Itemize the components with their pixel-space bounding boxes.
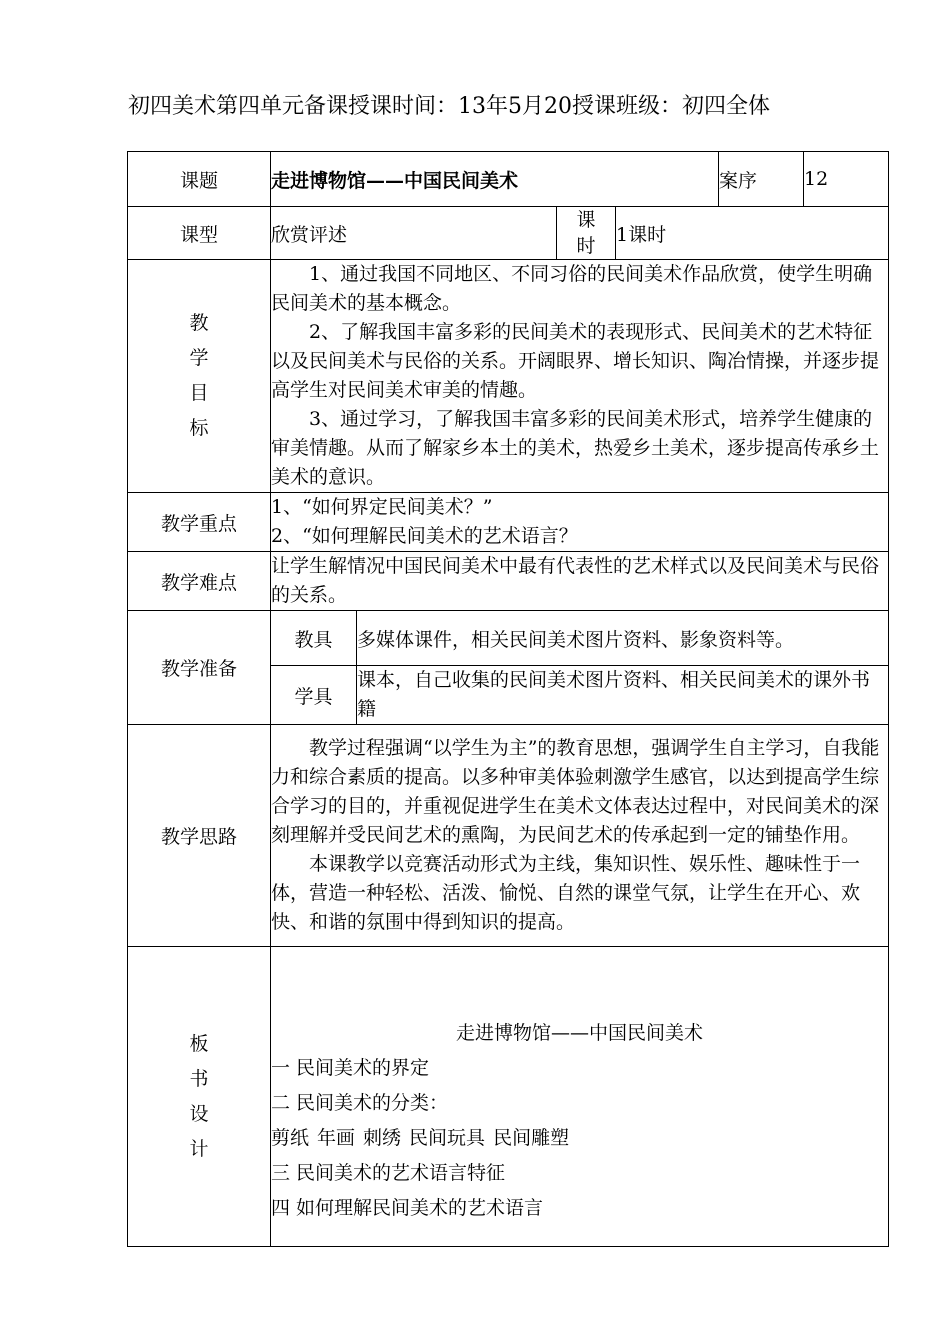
topic-label: 课题 xyxy=(128,152,271,207)
row-topic xyxy=(128,152,889,207)
hours-label-char-2: 时 xyxy=(576,235,596,257)
board-label-char: 书 xyxy=(189,1067,209,1090)
type-value: 欣赏评述 xyxy=(271,207,557,260)
board-label xyxy=(128,947,271,1247)
row-key-points xyxy=(128,493,889,552)
hours-label-char-1: 课 xyxy=(576,209,596,231)
board-label-char: 板 xyxy=(189,1032,209,1055)
teacher-tools-value: 多媒体课件，相关民间美术图片资料、影象资料等。 xyxy=(357,611,889,666)
board-item: 刺绣 xyxy=(363,1126,402,1149)
order-label: 案序 xyxy=(719,152,804,207)
preparation-label: 教学准备 xyxy=(128,611,271,725)
goals-label-char: 教 xyxy=(189,312,209,334)
difficulties-text: 让学生解情况中国民间美术中最有代表性的艺术样式以及民间美术与民俗的关系。 xyxy=(271,555,880,606)
teacher-tools-label: 教具 xyxy=(271,611,357,666)
board-item: 民间雕塑 xyxy=(493,1126,570,1149)
student-tools-content xyxy=(357,666,889,725)
approach-content xyxy=(271,725,889,947)
key-points-label: 教学重点 xyxy=(128,493,271,552)
approach-label: 教学思路 xyxy=(128,725,271,947)
board-item: 民间玩具 xyxy=(409,1126,486,1149)
goal-paragraph: 1、通过我国不同地区、不同习俗的民间美术作品欣赏，使学生明确民间美术的基本概念。 xyxy=(271,263,873,314)
order-value: 12 xyxy=(804,152,889,207)
row-board-design xyxy=(128,947,889,1247)
row-preparation-teacher xyxy=(128,611,889,666)
row-type xyxy=(128,207,889,260)
hours-value: 1课时 xyxy=(616,207,889,260)
topic-value: 走进博物馆——中国民间美术 xyxy=(271,152,719,207)
board-label-char: 设 xyxy=(189,1102,209,1125)
row-goals xyxy=(128,260,889,493)
board-line-3: 三 民间美术的艺术语言特征 xyxy=(271,1161,506,1184)
key-point-line: 1、“如何界定民间美术？” xyxy=(271,496,493,518)
board-item: 年画 xyxy=(317,1126,356,1149)
key-point-line: 2、“如何理解民间美术的艺术语言？ xyxy=(271,525,578,547)
board-content xyxy=(271,947,889,1247)
approach-paragraph: 本课教学以竞赛活动形式为主线，集知识性、娱乐性、趣味性于一体，营造一种轻松、活泼、愉悦、自然的课堂气氛，让学生在开心、欢快、和谐的氛围中得到知识的提高。 xyxy=(271,853,861,933)
lesson-plan-table xyxy=(127,151,889,1247)
difficulties-content xyxy=(271,552,889,611)
board-line-4: 四 如何理解民间美术的艺术语言 xyxy=(271,1196,544,1219)
goals-label-char: 目 xyxy=(189,382,209,404)
row-approach xyxy=(128,725,889,947)
goal-paragraph: 2、了解我国丰富多彩的民间美术的表现形式、民间美术的艺术特征以及民间美术与民俗的关系。开阔眼界、增长知识、陶冶情操，并逐步提高学生对民间美术审美的情趣。 xyxy=(271,321,880,401)
board-label-char: 计 xyxy=(189,1137,209,1160)
board-line-1: 一 民间美术的界定 xyxy=(271,1056,430,1079)
board-line-2: 二 民间美术的分类： xyxy=(271,1091,449,1114)
goals-content xyxy=(271,260,889,493)
difficulties-label: 教学难点 xyxy=(128,552,271,611)
hours-label xyxy=(557,207,616,260)
approach-paragraph: 教学过程强调“以学生为主”的教育思想，强调学生自主学习，自我能力和综合素质的提高。以多种审美体验刺激学生感官，以达到提高学生综合学习的目的，并重视促进学生在美术文体表达过程中，对民间美术的深刻理解并受民间艺术的熏陶，为民间艺术的传承起到一定的铺垫作用。 xyxy=(271,737,880,846)
goals-label-char: 标 xyxy=(189,417,209,439)
page-header: 初四美术第四单元备课授课时间：13年5月20授课班级：初四全体 xyxy=(128,94,770,119)
board-items xyxy=(271,1121,888,1156)
goal-paragraph: 3、通过学习，了解我国丰富多彩的民间美术形式，培养学生健康的审美情趣。从而了解家乡本土的美术，热爱乡土美术，逐步提高传承乡土美术的意识。 xyxy=(271,408,880,488)
student-tools-value: 课本，自己收集的民间美术图片资料、相关民间美术的课外书籍 xyxy=(357,669,871,720)
student-tools-label: 学具 xyxy=(271,666,357,725)
type-label: 课型 xyxy=(128,207,271,260)
goals-label-char: 学 xyxy=(189,347,209,369)
board-item: 剪纸 xyxy=(271,1126,310,1149)
row-difficulties xyxy=(128,552,889,611)
board-title: 走进博物馆——中国民间美术 xyxy=(456,1021,704,1044)
goals-label xyxy=(128,260,271,493)
key-points-content xyxy=(271,493,889,552)
